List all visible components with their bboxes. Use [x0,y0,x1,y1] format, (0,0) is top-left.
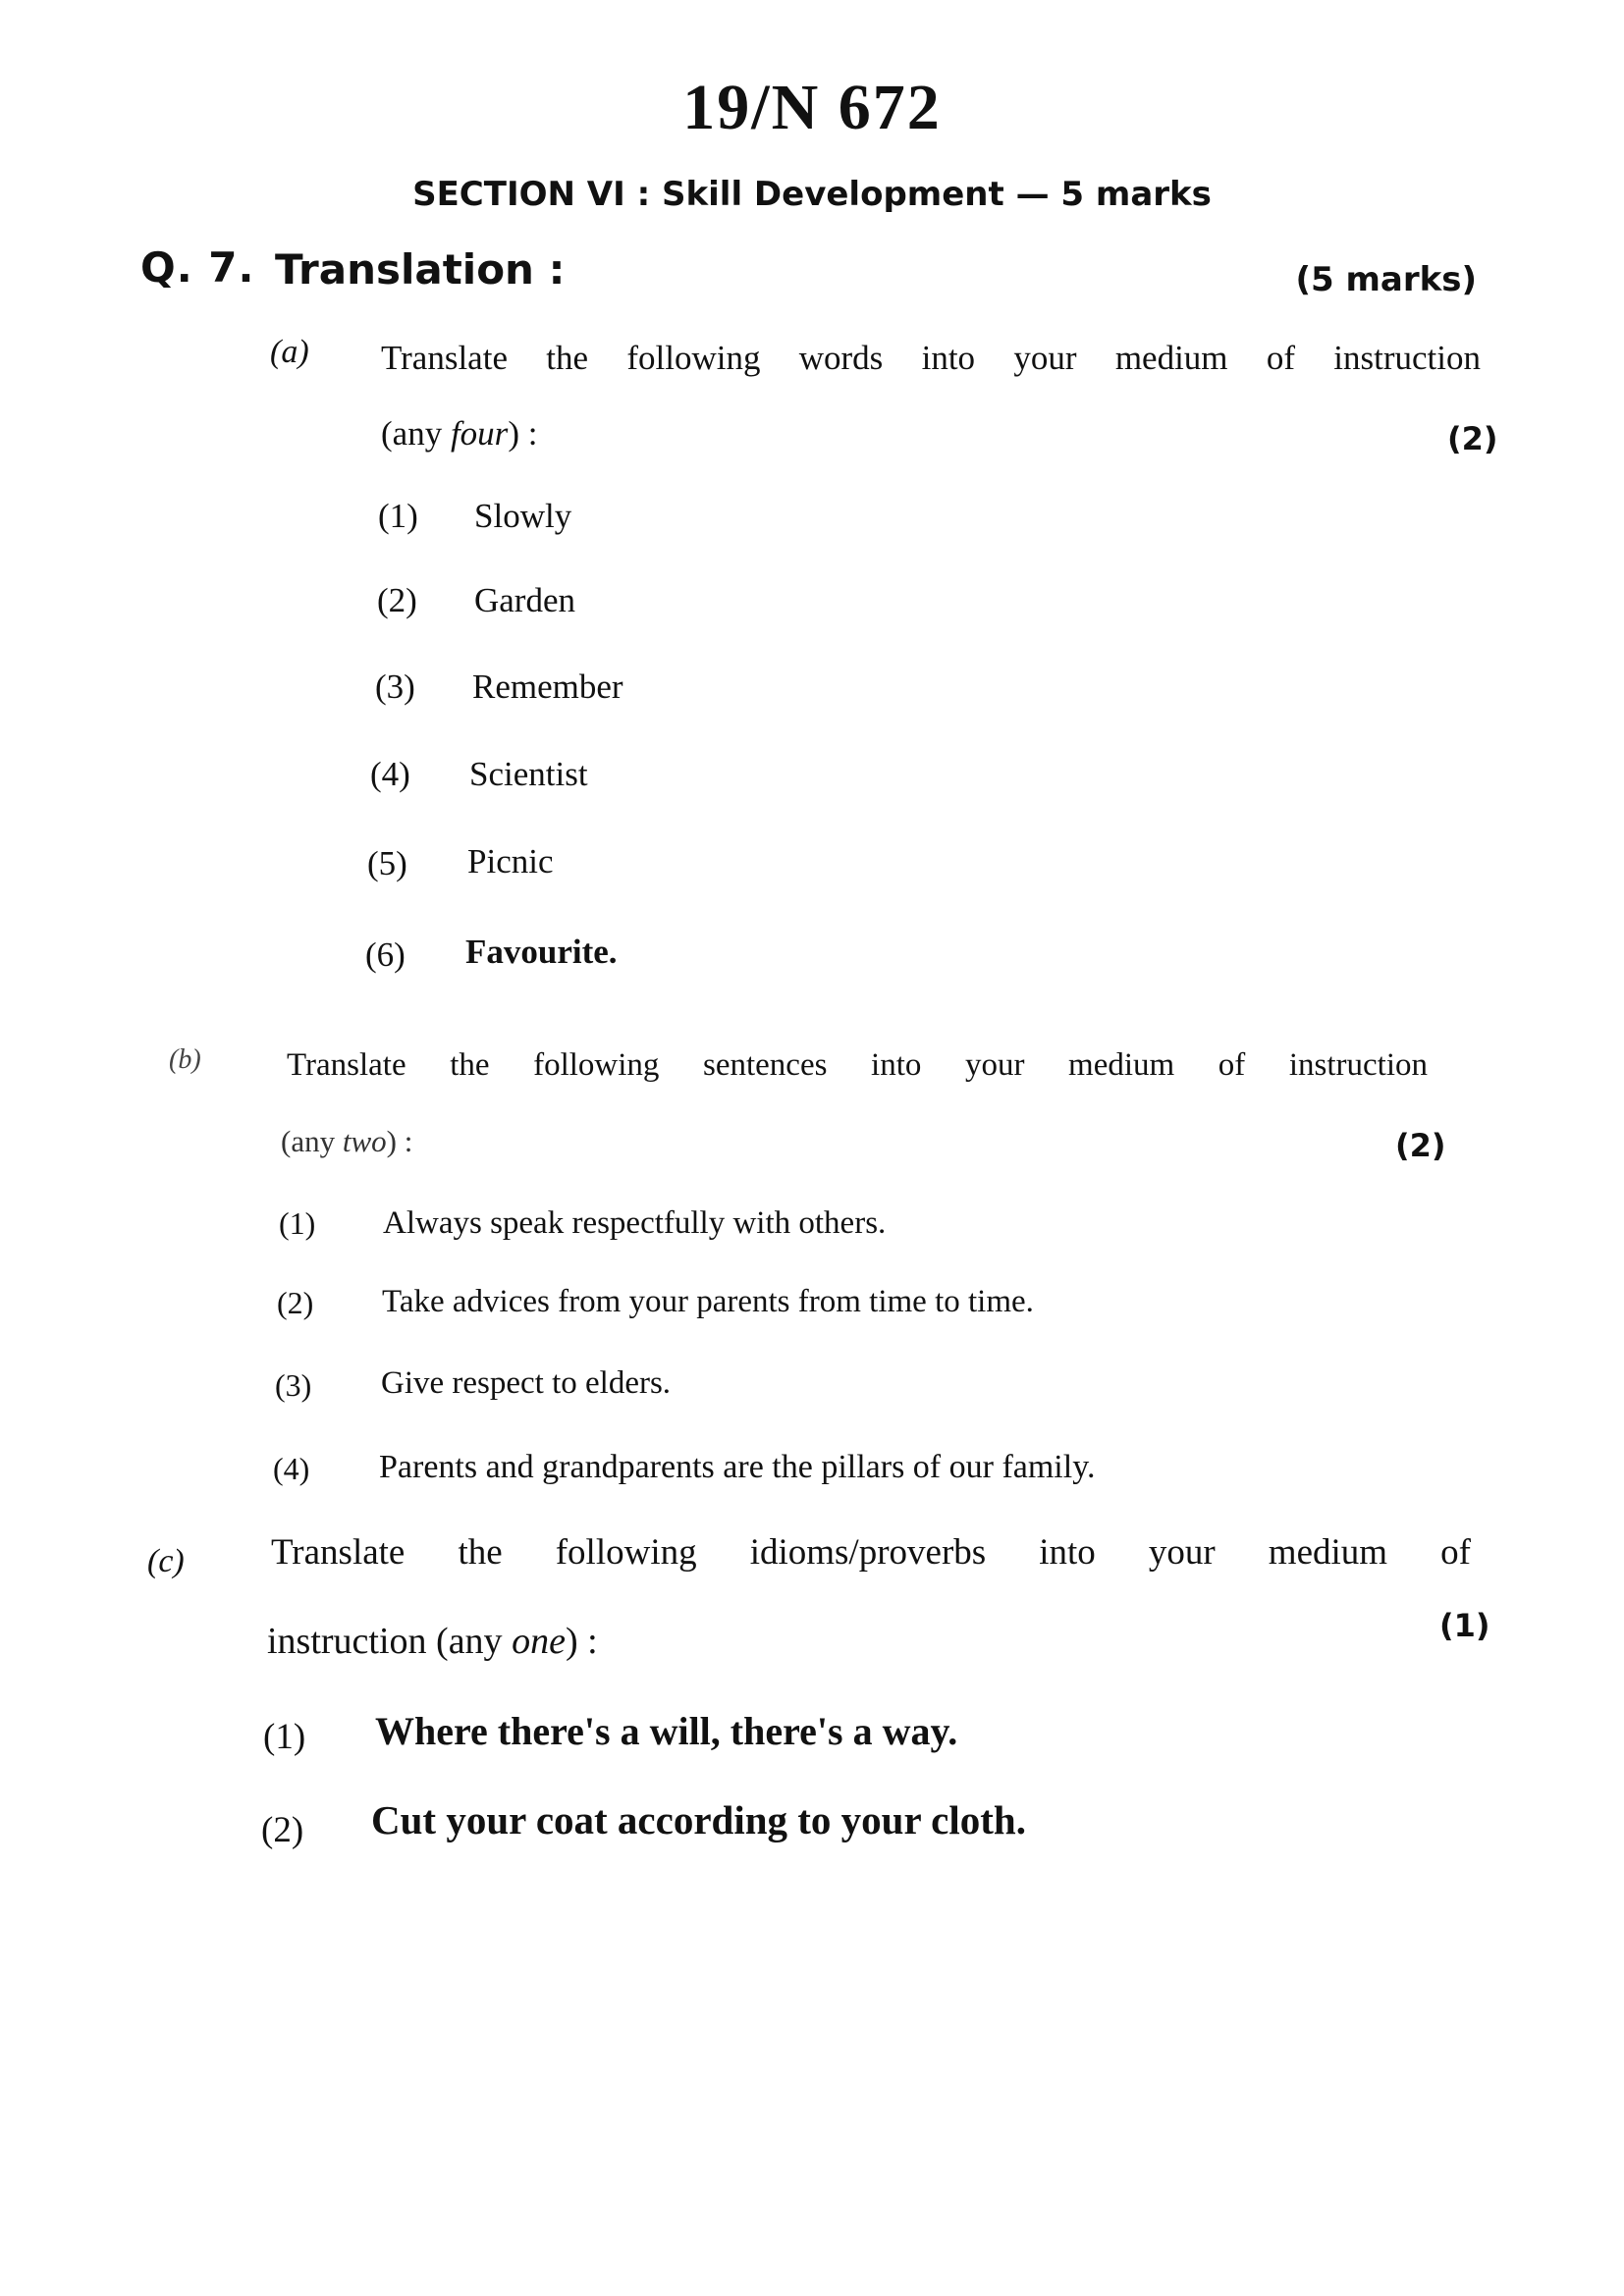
list-item-number: (1) [378,497,418,535]
question-marks: (5 marks) [1295,260,1477,299]
text: ) : [508,414,538,453]
list-item-text: Parents and grandparents are the pillars of our family. [379,1449,1096,1485]
word: following [626,339,761,377]
list-item-number: (2) [261,1810,304,1850]
word: your [1148,1532,1216,1573]
emphasis: one [512,1621,566,1662]
list-item-text: Garden [474,581,576,619]
text: ) : [565,1621,598,1662]
part-a-marks: (2) [1447,420,1498,457]
part-c-marks: (1) [1439,1607,1490,1644]
word: idioms/proverbs [749,1532,987,1573]
list-item-number: (3) [375,667,415,706]
part-a-instruction-line2 [381,414,537,454]
word: the [546,339,589,377]
list-item-text: Picnic [467,842,554,881]
word: Translate [271,1532,406,1573]
paper-code: 19/N 672 [682,72,942,143]
word: your [1013,339,1077,377]
text: (any [281,1124,336,1158]
word: medium [1068,1047,1175,1083]
part-b-instruction-line1 [287,1047,1428,1084]
list-item-text: Remember [472,667,623,706]
part-c-instruction-line1 [271,1531,1471,1574]
part-c-instruction-line2 [267,1620,598,1663]
word: following [533,1047,660,1083]
question-number: Q. 7. [140,243,255,292]
word: following [555,1532,697,1573]
text: (any [381,414,443,453]
part-a-instruction-line1 [381,339,1481,378]
word: into [1039,1532,1096,1573]
list-item-number: (5) [367,844,407,882]
list-item-text: Take advices from your parents from time to time. [382,1284,1034,1319]
part-b-marks: (2) [1395,1127,1446,1164]
word: the [458,1532,503,1573]
word: instruction [1288,1047,1428,1083]
list-item-number: (3) [275,1367,312,1403]
list-item-text: Give respect to elders. [381,1365,672,1401]
question-title: Translation : [275,245,566,294]
list-item-number: (4) [273,1451,310,1486]
word: words [798,339,884,377]
list-item-number: (1) [279,1205,316,1241]
word: of [1440,1532,1471,1573]
word: sentences [703,1047,828,1083]
part-c-label: (c) [147,1543,185,1579]
list-item-text: Scientist [469,755,588,793]
list-item-number: (2) [377,581,417,619]
word: medium [1268,1532,1388,1573]
word: Translate [287,1047,406,1083]
list-item-number: (6) [365,935,406,974]
word: into [921,339,976,377]
word: of [1266,339,1295,377]
part-a-label: (a) [270,334,309,370]
emphasis: two [342,1124,387,1158]
word: medium [1114,339,1228,377]
emphasis: four [450,414,509,453]
list-item-text: Always speak respectfully with others. [383,1205,887,1241]
list-item-number: (4) [370,755,410,793]
section-heading: SECTION VI : Skill Development — 5 marks [412,175,1212,214]
word: Translate [381,339,508,377]
word: your [964,1047,1025,1083]
word: the [450,1047,490,1083]
list-item-number: (1) [263,1717,306,1757]
text: instruction (any [267,1621,503,1662]
list-item-text: Favourite. [465,933,618,971]
word: of [1218,1047,1246,1083]
part-b-label: (b) [169,1044,201,1075]
list-item-text: Slowly [474,497,572,535]
part-b-instruction-line2 [281,1124,412,1159]
word: instruction [1333,339,1481,377]
list-item-text: Where there's a will, there's a way. [375,1709,958,1753]
word: into [871,1047,922,1083]
list-item-number: (2) [277,1285,314,1320]
list-item-text: Cut your coat according to your cloth. [371,1797,1026,1842]
text: ) : [386,1124,413,1158]
